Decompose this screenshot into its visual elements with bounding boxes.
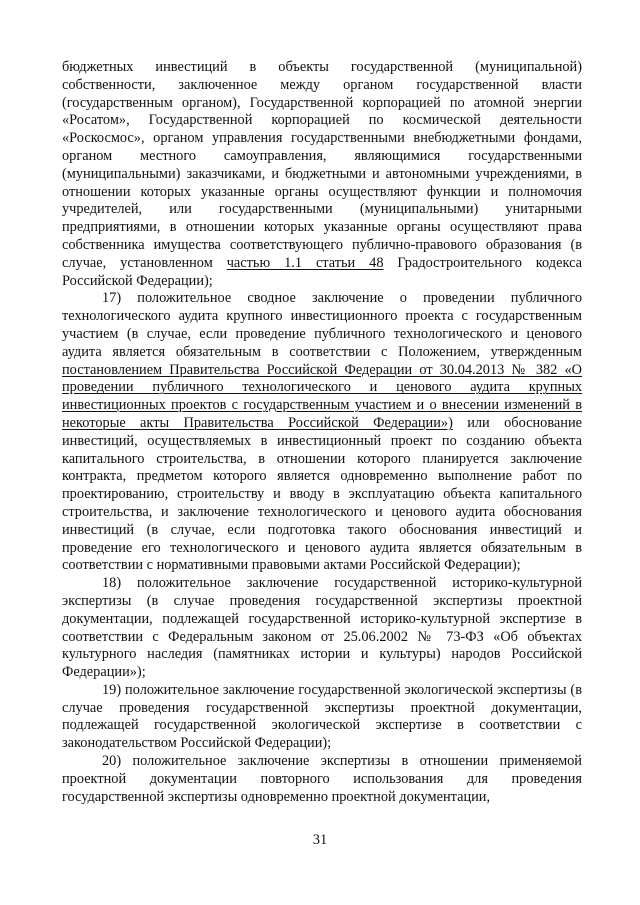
paragraph-text: 17) положительное сводное заключение о проведении публичного технологического аудита крупного инвестиционного проекта с государственным участием (в случае, если проведение публичного технологического и ценового аудита является обязательным в соответствии с Положением, утвержденным <box>62 290 582 360</box>
paragraph-18: 18) положительное заключение государственной историко-культурной экспертизы (в случае проведения государственной экспертизы проектной документации, подлежащей государственной историко-культурной экспертизе в соответствии с Федеральным законом от 25.06.2002 № 73-ФЗ «Об объектах культурного наследия (памятниках истории и культуры) народов Российской Федерации»); <box>62 575 582 681</box>
paragraph-text: Градостроительного кодекса Российской Федерации); <box>62 254 582 289</box>
document-body <box>62 59 582 806</box>
paragraph-17 <box>62 290 582 575</box>
paragraph-text: или обоснование инвестиций, осуществляемых в инвестиционный проект по созданию объекта капитального строительства, в отношении которого планируется заключение контракта, предметом которого является одновременно выполнение работ по проектированию, строительству и вводу в эксплуатацию объекта капитального строительства, и заключение технологического и ценового аудита обоснования инвестиций (в случае, если подготовка такого обоснования инвестиций и проведение его технологического и ценового аудита является обязательным в соответствии с нормативными правовыми актами Российской Федерации); <box>62 414 582 574</box>
paragraph-20: 20) положительное заключение экспертизы в отношении применяемой проектной документации повторного использования для проведения государственной экспертизы одновременно проектной документации, <box>62 753 582 805</box>
government-decree-link[interactable]: постановлением Правительства Российской Федерации от 30.04.2013 № 382 «О проведении публичного технологического и ценового аудита крупных инвестиционных проектов с государственным участием и о внесении изменений в некоторые акты Правительства Российской Федерации») <box>62 361 582 431</box>
paragraph-text: бюджетных инвестиций в объекты государственной (муниципальной) собственности, заключенное между органом государственной власти (государственным органом), Государственной корпорацией по атомной энергии «Росатом», Государственной корпорацией по космической деятельности «Роскосмос», органом управления государственными внебюджетными фондами, органом местного самоуправления, являющимися государственными (муниципальными) заказчиками, и бюджетными и автономными учреждениями, в отношении которых указанные органы осуществляют функции и полномочия учредителей, или государственными (муниципальными) унитарными предприятиями, в отношении которых указанные органы осуществляют права собственника имущества соответствующего публично-правового образования (в случае, установленном <box>62 59 582 271</box>
paragraph-19: 19) положительное заключение государственной экологической экспертизы (в случае проведения государственной экспертизы проектной документации, подлежащей государственной экологической экспертизе в соответствии с законодательством Российской Федерации); <box>62 681 582 752</box>
page-number: 31 <box>312 832 328 848</box>
paragraph-continuation <box>62 59 582 290</box>
law-article-link[interactable]: частью 1.1 статьи 48 <box>226 254 384 271</box>
